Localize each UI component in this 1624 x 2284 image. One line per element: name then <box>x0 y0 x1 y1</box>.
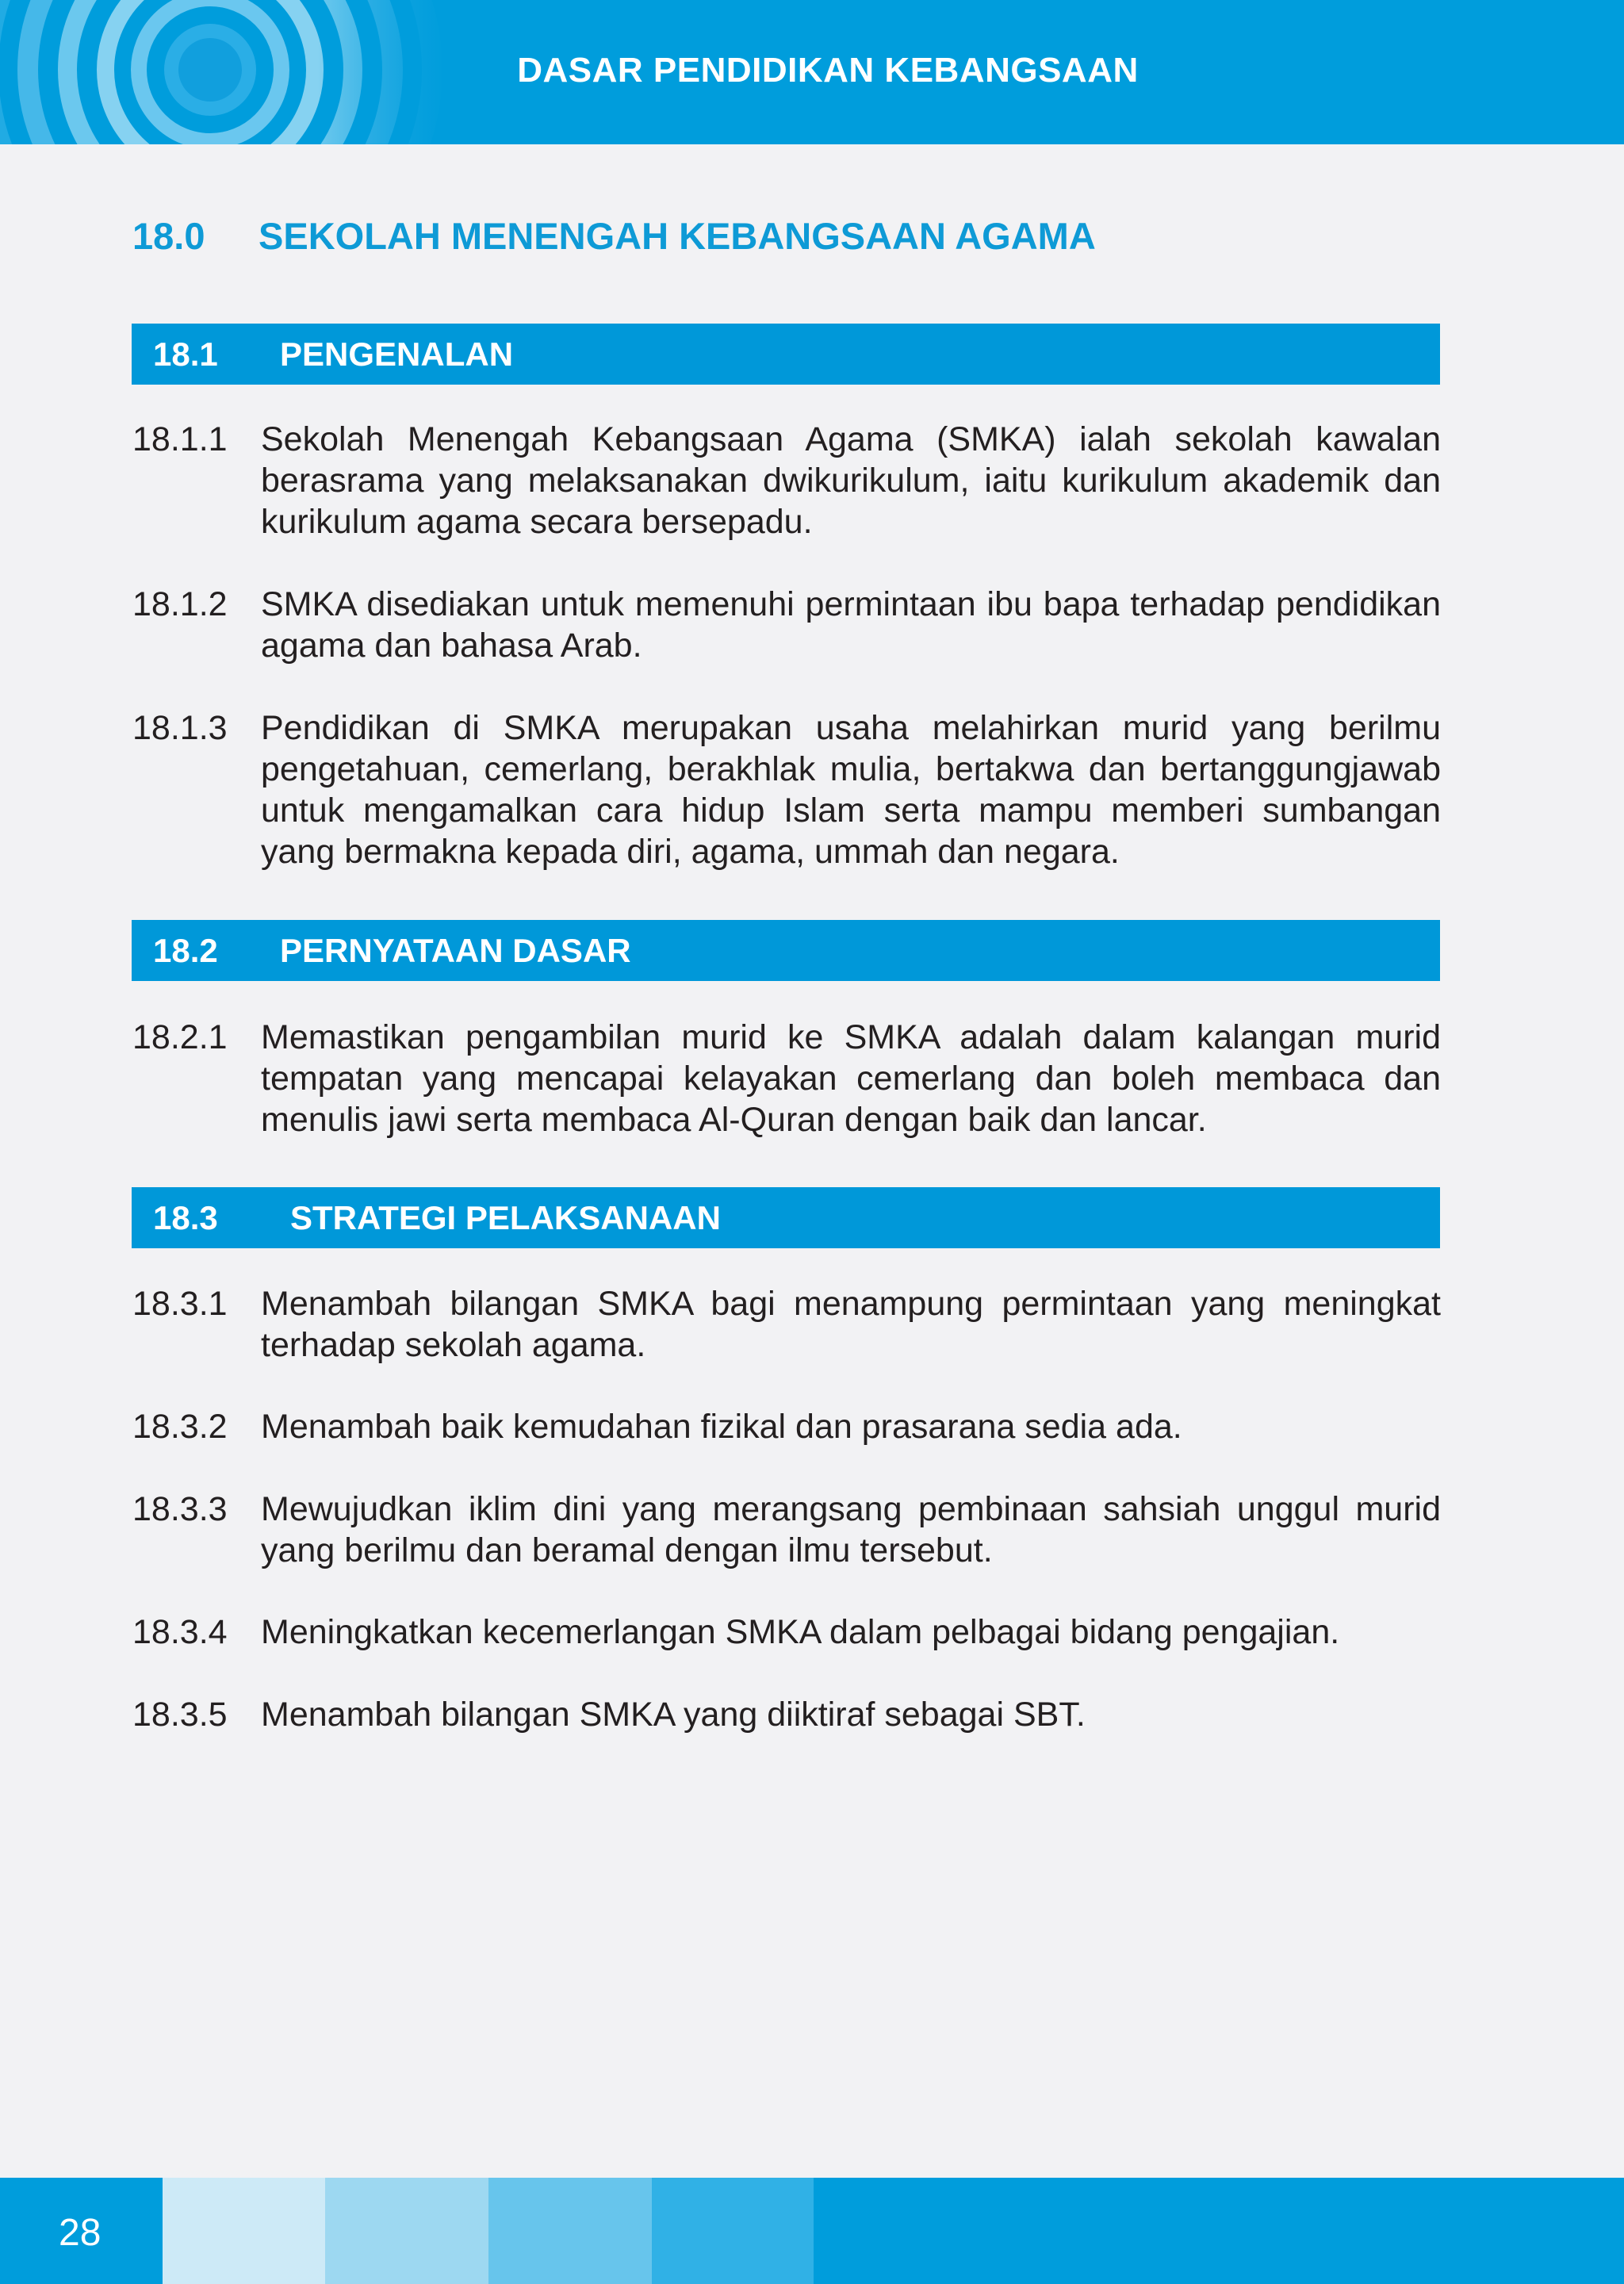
footer-block <box>163 2178 325 2284</box>
section-bar-18-3 <box>132 1187 1440 1248</box>
section-number: 18.1 <box>153 335 218 373</box>
item-number: 18.3.5 <box>132 1696 228 1734</box>
item-text: Sekolah Menengah Kebangsaan Agama (SMKA) ialah sekolah kawalan berasrama yang melaksanakan dwikurikulum, iaitu kurikulum akademik dan kurikulum agama secara bersepadu. <box>261 420 1441 541</box>
item-number: 18.3.4 <box>132 1613 228 1651</box>
item-text: Menambah bilangan SMKA bagi menampung permintaan yang meningkat terhadap sekolah agama. <box>261 1285 1441 1364</box>
item-number: 18.1.1 <box>132 420 228 458</box>
list-item-18-2-1 <box>132 1017 1441 1140</box>
list-item-18-1-2 <box>132 584 1441 666</box>
chapter-number: 18.0 <box>132 215 205 257</box>
footer-block <box>488 2178 652 2284</box>
page-number: 28 <box>59 2212 102 2254</box>
section-title: PERNYATAAN DASAR <box>280 931 631 969</box>
list-item-18-3-2 <box>132 1406 1441 1447</box>
section-title: PENGENALAN <box>280 335 514 373</box>
item-text: Menambah bilangan SMKA yang diiktiraf sebagai SBT. <box>261 1696 1086 1734</box>
footer-block <box>652 2178 814 2284</box>
page-footer <box>0 2178 1624 2284</box>
item-text: SMKA disediakan untuk memenuhi permintaan ibu bapa terhadap pendidikan agama dan bahasa Arab. <box>261 585 1441 665</box>
section-number: 18.2 <box>153 931 218 969</box>
item-text: Menambah baik kemudahan fizikal dan prasarana sedia ada. <box>261 1408 1182 1446</box>
item-number: 18.1.3 <box>132 709 228 747</box>
item-text: Memastikan pengambilan murid ke SMKA adalah dalam kalangan murid tempatan yang mencapai kelayakan cemerlang dan boleh membaca dan menulis jawi serta membaca Al-Quran dengan baik dan lancar. <box>261 1018 1441 1139</box>
item-number: 18.2.1 <box>132 1018 228 1056</box>
list-item-18-3-4 <box>132 1611 1441 1653</box>
footer-block <box>325 2178 488 2284</box>
list-item-18-1-3 <box>132 707 1441 872</box>
item-number: 18.1.2 <box>132 585 228 623</box>
chapter-title: SEKOLAH MENENGAH KEBANGSAAN AGAMA <box>259 215 1096 257</box>
page-header <box>0 0 1624 144</box>
list-item-18-1-1 <box>132 419 1441 542</box>
list-item-18-3-5 <box>132 1694 1441 1735</box>
item-number: 18.3.3 <box>132 1490 228 1528</box>
section-bar-18-1 <box>132 324 1440 385</box>
list-item-18-3-1 <box>132 1283 1441 1366</box>
item-text: Pendidikan di SMKA merupakan usaha melahirkan murid yang berilmu pengetahuan, cemerlang, berakhlak mulia, bertakwa dan bertanggungjawab untuk mengamalkan cara hidup Islam serta mampu memberi sumbangan yang bermakna kepada diri, agama, ummah dan negara. <box>261 709 1441 871</box>
item-text: Meningkatkan kecemerlangan SMKA dalam pelbagai bidang pengajian. <box>261 1613 1340 1651</box>
list-item-18-3-3 <box>132 1489 1441 1571</box>
chapter-heading <box>132 214 1096 258</box>
item-number: 18.3.1 <box>132 1285 228 1323</box>
section-bar-18-2 <box>132 920 1440 981</box>
section-title: STRATEGI PELAKSANAAN <box>290 1198 721 1236</box>
header-title: DASAR PENDIDIKAN KEBANGSAAN <box>517 51 1139 90</box>
item-number: 18.3.2 <box>132 1408 228 1446</box>
section-number: 18.3 <box>153 1198 218 1236</box>
item-text: Mewujudkan iklim dini yang merangsang pembinaan sahsiah unggul murid yang berilmu dan beramal dengan ilmu tersebut. <box>261 1490 1441 1569</box>
